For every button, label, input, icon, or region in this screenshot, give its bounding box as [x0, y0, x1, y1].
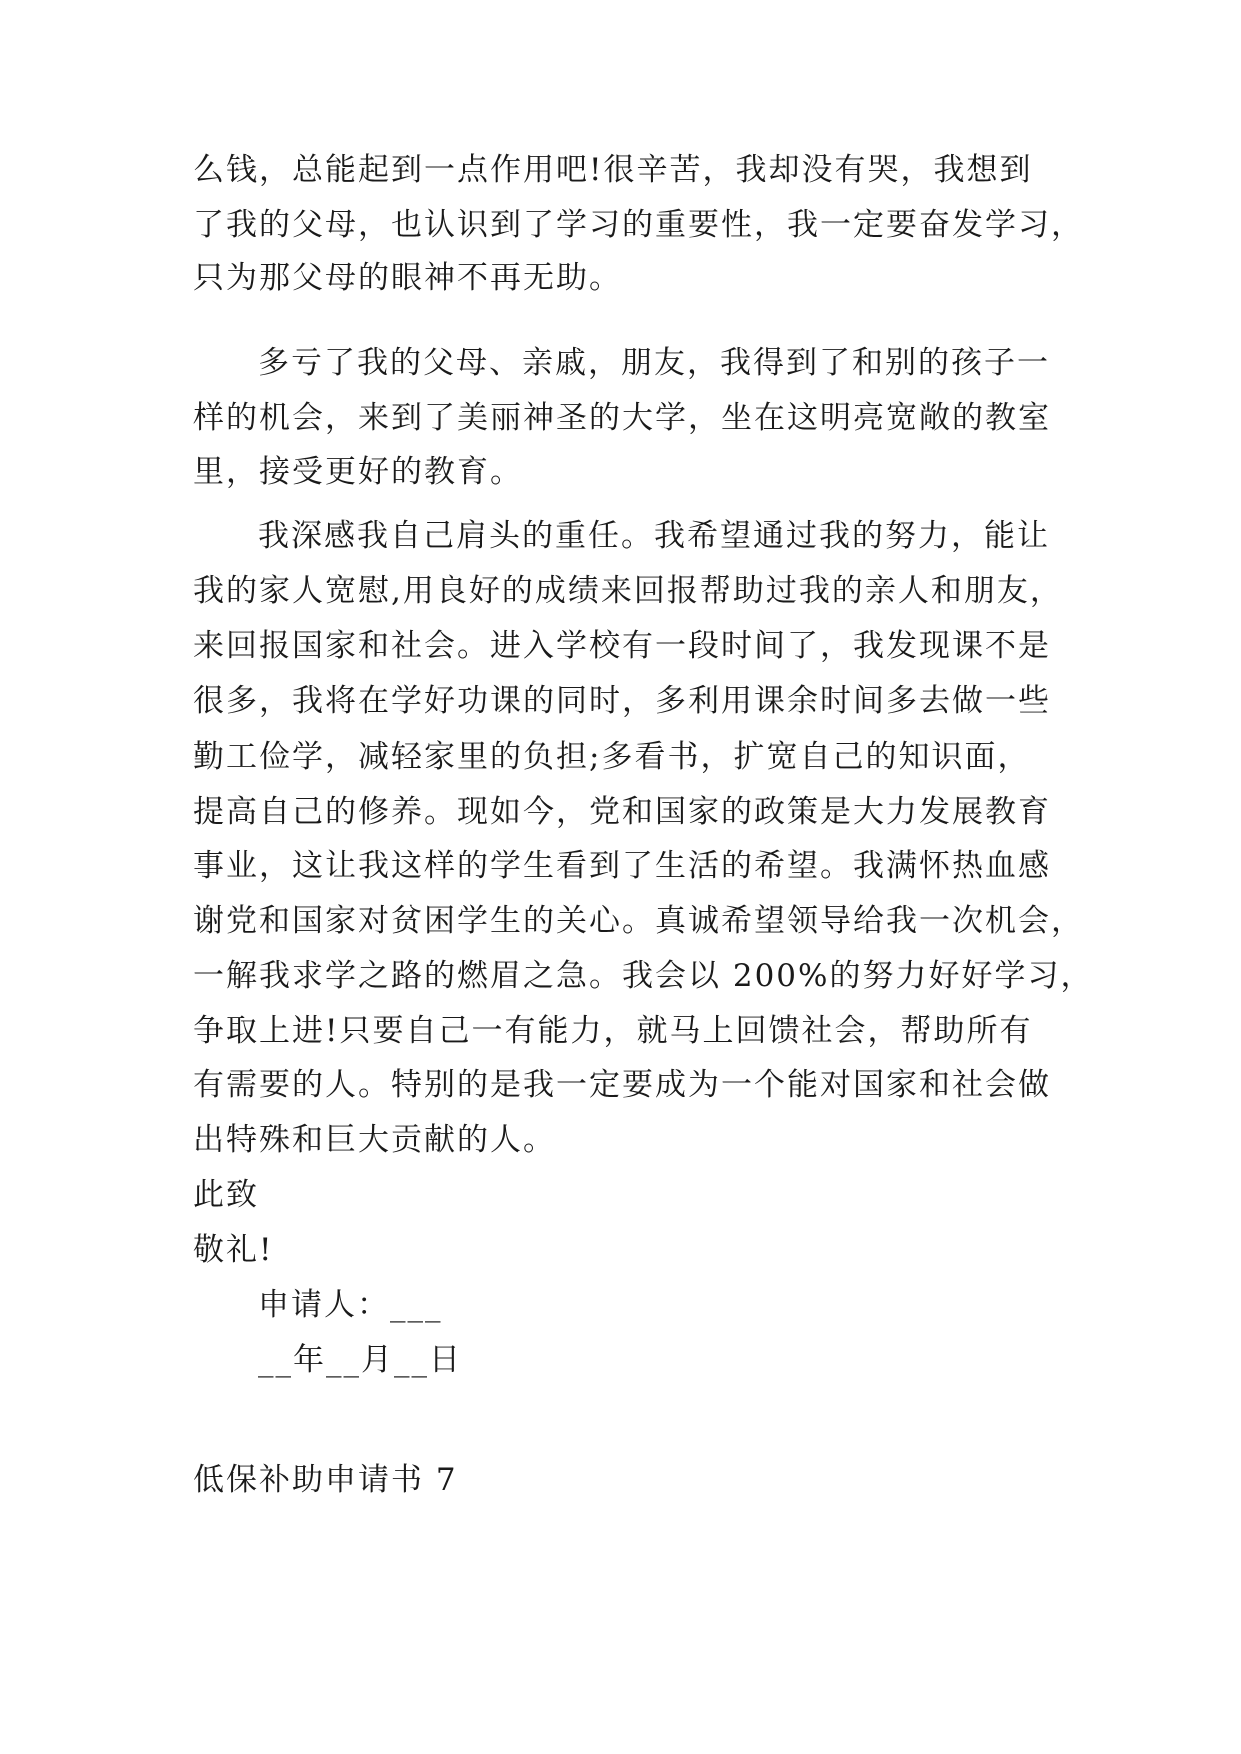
paragraph-line: 了我的父母，也认识到了学习的重要性，我一定要奋发学习， — [193, 207, 1084, 243]
paragraph-line: 多亏了我的父母、亲戚，朋友，我得到了和别的孩子一 — [258, 345, 1050, 381]
paragraph-line: 来回报国家和社会。进入学校有一段时间了，我发现课不是 — [193, 628, 1051, 664]
paragraph-line: 我的家人宽慰,用良好的成绩来回报帮助过我的亲人和朋友， — [193, 573, 1063, 609]
paragraph-line: 么钱，总能起到一点作用吧!很辛苦，我却没有哭，我想到 — [193, 152, 1033, 188]
paragraph-line: 事业，这让我这样的学生看到了生活的希望。我满怀热血感 — [193, 848, 1051, 884]
paragraph-line: 一解我求学之路的燃眉之急。我会以 200%的努力好好学习， — [193, 958, 1094, 994]
paragraph-line: 谢党和国家对贫困学生的关心。真诚希望领导给我一次机会， — [193, 903, 1084, 939]
paragraph-line: 出特殊和巨大贡献的人。 — [193, 1122, 556, 1158]
paragraph-line: 只为那父母的眼神不再无助。 — [193, 260, 622, 296]
paragraph-line: 勤工俭学，减轻家里的负担;多看书，扩宽自己的知识面， — [193, 739, 1031, 775]
paragraph-line: 争取上进!只要自己一有能力，就马上回馈社会，帮助所有 — [193, 1013, 1033, 1049]
date-line: __年__月__日 — [258, 1342, 462, 1378]
applicant-signature-line: 申请人：___ — [258, 1287, 443, 1323]
paragraph-line: 有需要的人。特别的是我一定要成为一个能对国家和社会做 — [193, 1067, 1051, 1103]
next-section-title: 低保补助申请书 7 — [193, 1462, 458, 1498]
paragraph-line: 我深感我自己肩头的重任。我希望通过我的努力，能让 — [258, 518, 1050, 554]
paragraph-line: 样的机会，来到了美丽神圣的大学，坐在这明亮宽敞的教室 — [193, 400, 1051, 436]
closing-salutation: 此致 — [193, 1177, 259, 1213]
paragraph-line: 很多，我将在学好功课的同时，多利用课余时间多去做一些 — [193, 683, 1051, 719]
paragraph-line: 提高自己的修养。现如今，党和国家的政策是大力发展教育 — [193, 794, 1051, 830]
paragraph-line: 里，接受更好的教育。 — [193, 454, 523, 490]
closing-regards: 敬礼! — [193, 1232, 274, 1268]
